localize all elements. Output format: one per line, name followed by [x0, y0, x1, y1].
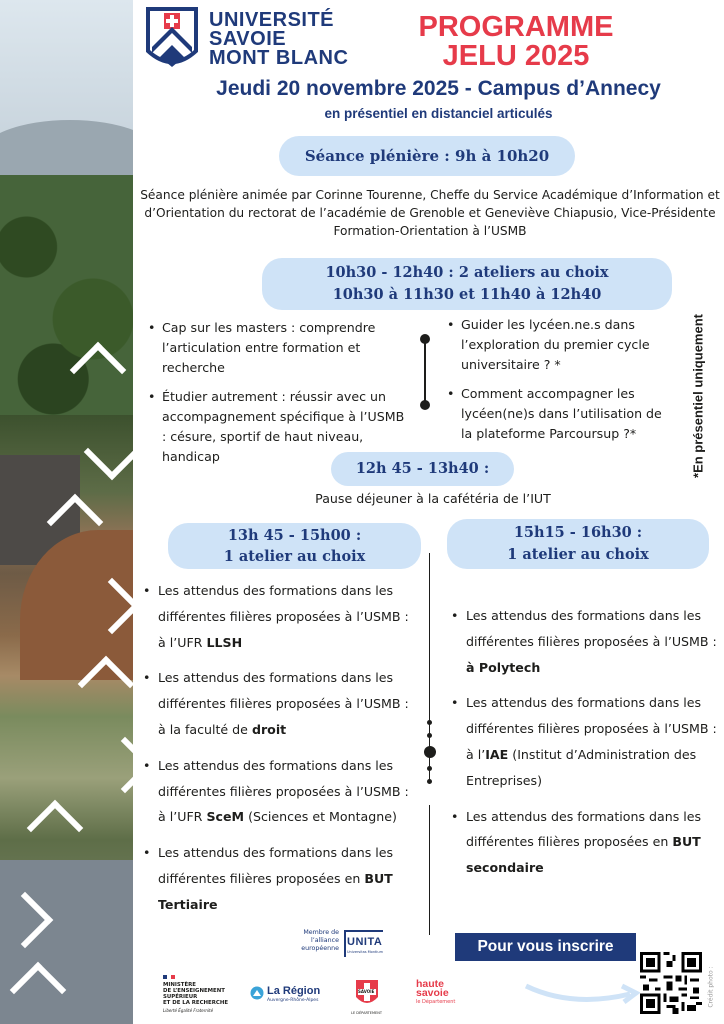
- region-icon: [250, 986, 264, 1000]
- list-item: • Étudier autrement : réussir avec un accompagnement spécifique à l’USMB : césure, sportif de haut niveau, handicap: [148, 387, 410, 467]
- divider-dot: [427, 733, 432, 738]
- divider: [429, 805, 430, 935]
- unita-member-text: Membre de l’alliance européenne: [301, 929, 339, 952]
- divider-dot: [427, 720, 432, 725]
- divider: [424, 338, 426, 406]
- chevron-icon: [97, 737, 133, 794]
- morning-workshops-right: [447, 315, 677, 453]
- in-person-note: *En présentiel uniquement: [690, 314, 706, 478]
- photo-credit: Crédit photo :: [707, 966, 715, 1008]
- chevron-icon: [84, 424, 133, 481]
- unita-logo: UNITA Universitas Montium: [343, 929, 385, 959]
- divider-dot: [420, 400, 430, 410]
- morning-workshops-pill: 10h30 - 12h40 : 2 ateliers au choix 10h30 à 11h30 et 11h40 à 12h40: [262, 258, 672, 310]
- list-item: • Les attendus des formations dans les différentes filières proposées à l’USMB : à l’UFR SceM (Sciences et Montagne): [143, 753, 415, 830]
- campus-photo: [0, 0, 133, 1024]
- divider-dot: [427, 766, 432, 771]
- savoie-logo: SAVOIE LE DÉPARTEMENT: [355, 979, 385, 1013]
- event-date: Jeudi 20 novembre 2025 - Campus d’Annecy: [216, 77, 661, 100]
- divider-dot: [424, 746, 436, 758]
- list-item: • Les attendus des formations dans les différentes filières proposées à l’USMB : à l’UFR LLSH: [143, 578, 415, 655]
- list-item: • Les attendus des formations dans les différentes filières proposées à l’USMB : à Polytech: [451, 603, 723, 680]
- event-mode: en présentiel en distanciel articulés: [324, 106, 553, 121]
- program-title: PROGRAMME JELU 2025: [418, 11, 614, 72]
- arrow-icon: [522, 968, 642, 1008]
- divider-dot: [427, 779, 432, 784]
- chevron-icon: [27, 800, 84, 857]
- list-item: • Guider les lycéen.ne.s dans l’exploration du premier cycle universitaire ? *: [447, 315, 677, 375]
- list-item: • Les attendus des formations dans les différentes filières proposées en BUT secondaire: [451, 804, 723, 881]
- french-flag-icon: [163, 975, 175, 979]
- lunch-text: Pause déjeuner à la cafétéria de l’IUT: [315, 491, 551, 506]
- list-item: • Les attendus des formations dans les différentes filières proposées à l’USMB : à l’IAE (Institut d’Administration des Entreprises): [451, 690, 723, 793]
- list-item: • Les attendus des formations dans les différentes filières proposées en BUT Tertiaire: [143, 840, 415, 917]
- list-item: • Les attendus des formations dans les différentes filières proposées à l’USMB : à la faculté de droit: [143, 665, 415, 742]
- lunch-pill: 12h 45 - 13h40 :: [331, 452, 514, 486]
- savoie-cross-icon: [355, 979, 379, 1009]
- haute-savoie-logo: haute savoie le Département: [416, 978, 456, 1005]
- afternoon-right-pill: 15h15 - 16h30 : 1 atelier au choix: [447, 519, 709, 569]
- qr-code[interactable]: [640, 952, 702, 1014]
- afternoon-right-list: [451, 603, 723, 891]
- afternoon-left-list: [143, 578, 415, 928]
- list-item: • Cap sur les masters : comprendre l’articulation entre formation et recherche: [148, 318, 410, 378]
- university-shield-logo: [146, 7, 198, 73]
- university-name: UNIVERSITÉ SAVOIE MONT BLANC: [209, 9, 349, 69]
- register-button[interactable]: Pour vous inscrire: [455, 933, 636, 961]
- divider-dot: [420, 334, 430, 344]
- list-item: • Comment accompagner les lycéen(ne)s dans l’utilisation de la plateforme Parcoursup ?*: [447, 384, 677, 444]
- ministry-logo: MINISTÈRE DE L’ENSEIGNEMENT SUPÉRIEUR ET DE LA RECHERCHE Liberté Égalité Fraternité: [163, 975, 243, 1014]
- plenary-pill: Séance plénière : 9h à 10h20: [279, 136, 575, 176]
- afternoon-left-pill: 13h 45 - 15h00 : 1 atelier au choix: [168, 523, 421, 569]
- plenary-description: Séance plénière animée par Corinne Tourenne, Cheffe du Service Académique d’Information et d’Orientation du rectorat de l’académie de Grenoble et Geneviève Chiapusio, Vice-Présidente Formation-Orientation à l’USMB: [140, 188, 720, 238]
